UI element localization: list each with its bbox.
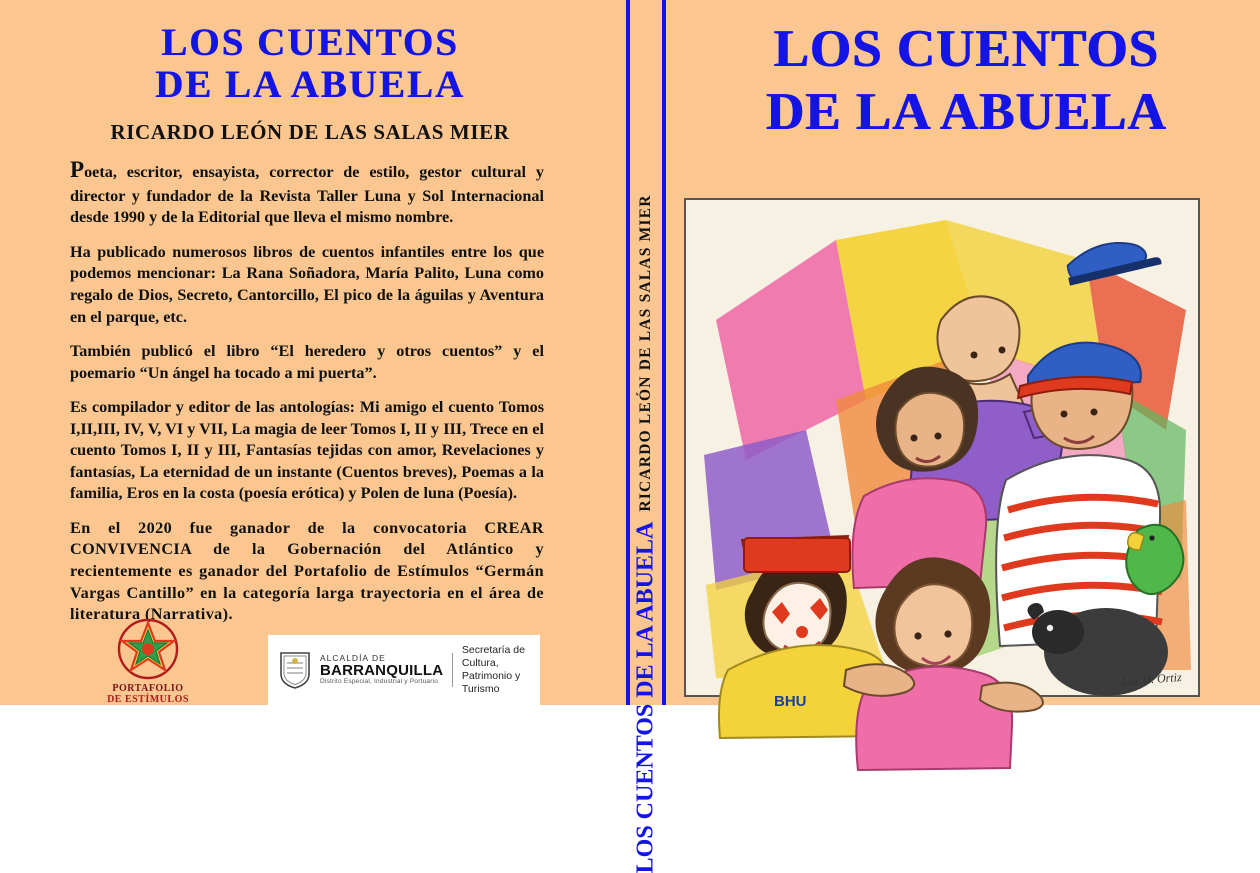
spine-title: LOS CUENTOS DE LA ABUELA: [632, 521, 659, 873]
bio-paragraph-5: En el 2020 fue ganador de la convocatoria CREAR CONVIVENCIA de la Gobernación del Atlántico y recientemente es ganador del Portafolio de Estímulos “Germán Vargas Cantillo” en la categoría larga trayectoria en el área de literatura (Narrativa).: [70, 518, 544, 624]
secretaria-cultura-text: [462, 644, 530, 697]
alcaldia-line-3: Distrito Especial, Industrial y Portuario: [320, 677, 439, 685]
author-biography: [70, 155, 544, 625]
star-mandala-icon: [109, 617, 187, 681]
alcaldia-line-1: ALCALDÍA DE: [320, 653, 386, 664]
back-title-line-2: DE LA ABUELA: [154, 63, 466, 107]
secretaria-line-2: Patrimonio y Turismo: [461, 670, 521, 696]
secretaria-line-1: Secretaría de Cultura,: [461, 643, 525, 669]
front-cover-title: [682, 18, 1250, 143]
portafolio-line-1: PORTAFOLIO: [112, 683, 184, 694]
bio-paragraph-4: Es compilador y editor de las antologías: Mi amigo el cuento Tomos I,II,III, IV, V, VI y VII, La magia de leer Tomos I, II y III, Trece en el cuento Tomos I, II y III, Fantasías tejidas con amor, Revelaciones y fantasías, La eternidad de un instante (Cuentos breves), Poemas a la familia, Eros en la costa (poesía erótica) y Polen de luna (Poesía).: [70, 398, 544, 503]
portafolio-estimulos-logo: [100, 617, 196, 705]
logo-divider: [452, 653, 453, 687]
spine-rule-left: [626, 0, 630, 705]
svg-text:BHU: BHU: [774, 693, 807, 710]
front-title-line-2: DE LA ABUELA: [765, 82, 1167, 141]
portafolio-logo-text: [100, 683, 196, 705]
spine-rule-right: [662, 0, 666, 705]
sponsor-logos: [0, 595, 620, 705]
book-spine: [620, 0, 672, 873]
cover-illustration: [684, 198, 1200, 710]
spine-author: RICARDO LEÓN DE LAS SALAS MIER: [637, 193, 654, 512]
front-title-line-1: LOS CUENTOS: [773, 20, 1159, 78]
bio-paragraph-2: Ha publicado numerosos libros de cuentos infantiles entre los que podemos mencionar: La Rana Soñadora, María Palito, Luna como regalo de Dios, Secreto, Cantorcillo, El pico de la águilas y Aventura en el parque, etc.: [70, 242, 544, 326]
alcaldia-shield-icon: [278, 650, 312, 690]
portafolio-line-2: DE ESTÍMULOS: [107, 694, 189, 705]
bio-paragraph-3: También publicó el libro “El heredero y otros cuentos” y el poemario “Un ángel ha tocado a mi puerta”.: [70, 342, 544, 382]
cover-illustration-art: [686, 200, 1198, 710]
illustrator-signature: Luz D. Ortiz: [1121, 669, 1183, 689]
alcaldia-barranquilla-logo: [268, 635, 540, 705]
front-cover-panel: [672, 0, 1260, 710]
bio-paragraph-1: Poeta, escritor, ensayista, corrector de estilo, gestor cultural y director y fundador de la Revista Taller Luna y Sol Internacional desde 1990 y de la Editorial que lleva el mismo nombre.: [70, 157, 544, 227]
back-cover-title: [24, 22, 596, 106]
back-cover-author: RICARDO LEÓN DE LAS SALAS MIER: [110, 120, 510, 145]
alcaldia-wordmark: [320, 654, 443, 685]
back-title-line-1: LOS CUENTOS: [161, 21, 459, 64]
back-cover-panel: [0, 0, 620, 705]
alcaldia-line-2: BARRANQUILLA: [320, 662, 444, 680]
